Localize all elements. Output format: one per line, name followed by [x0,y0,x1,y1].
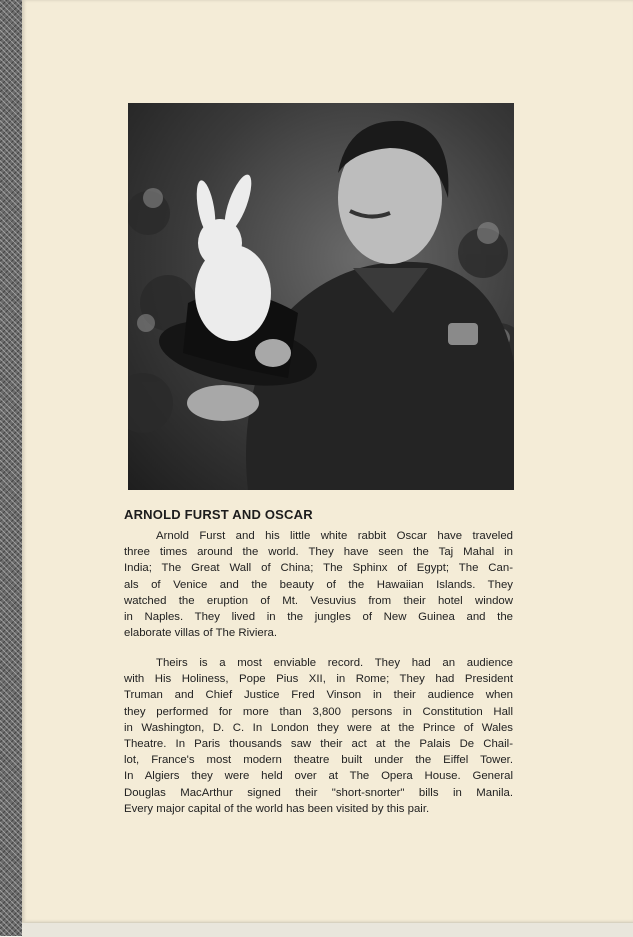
text-line: India; The Great Wall of China; The Sphinx of Egypt; The Can- [124,562,513,575]
text-line: three times around the world. They have seen the Taj Mahal in [124,546,513,559]
text-line: Truman and Chief Justice Fred Vinson in their audience when [124,689,513,702]
page-edge-bottom [22,922,633,937]
text-line: in Washington, D. C. In London they were at the Prince of Wales [124,721,513,734]
photo-illustration [128,103,514,490]
text-line: lot, France's most modern theatre built under the Eiffel Tower. [124,754,513,767]
cover-edge [0,0,22,936]
hand-right [255,339,291,367]
text-line: Theatre. In Paris thousands saw their act at the Palais De Chail- [124,738,513,751]
text-line: als of Venice and the beauty of the Hawaiian Islands. They [124,578,513,591]
text-line: watched the eruption of Mt. Vesuvius from their hotel window [124,594,513,607]
article-heading: ARNOLD FURST AND OSCAR [124,507,313,522]
rabbit [193,172,271,341]
text-line: Theirs is a most enviable record. They had an audience [156,657,513,669]
paragraph-1 [124,528,513,641]
text-line: they performed for more than 3,800 persons in Constitution Hall [124,705,513,718]
text-line: with His Holiness, Pope Pius XII, in Rome; They had President [124,673,513,686]
text-line: elaborate villas of The Riviera. [124,627,278,640]
shoulder-patch [448,323,478,345]
text-line: In Algiers they were held over at The Opera House. General [124,770,513,783]
text-line: Every major capital of the world has been visited by this pair. [124,802,430,815]
hand-left [187,385,259,421]
text-line: in Naples. They lived in the jungles of New Guinea and the [124,611,513,624]
text-line: Arnold Furst and his little white rabbit Oscar have traveled [156,530,513,542]
photo-magician-with-rabbit [128,103,514,490]
text-line: Douglas MacArthur signed their "short-snorter" bills in Manila. [124,786,513,799]
paragraph-2 [124,655,513,817]
